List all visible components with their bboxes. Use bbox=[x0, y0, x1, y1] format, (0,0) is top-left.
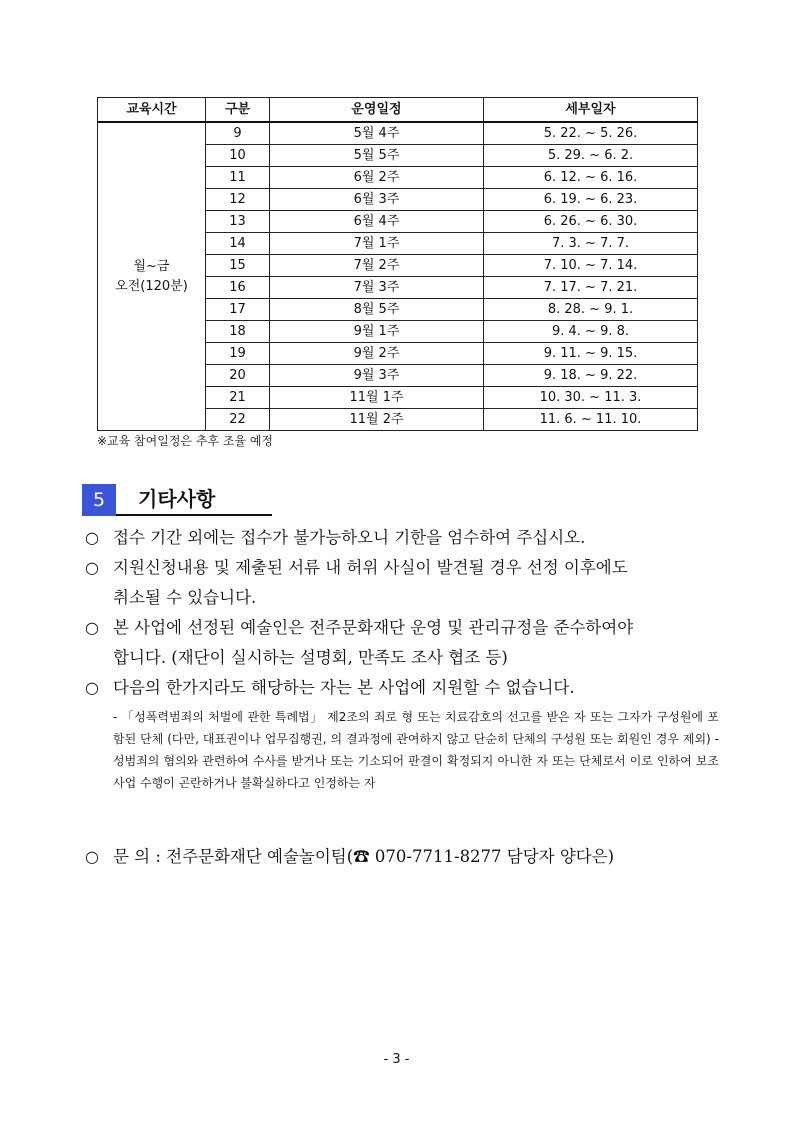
disqualification-detail bbox=[113, 706, 719, 794]
row-dates: 7. 10. ~ 7. 14. bbox=[484, 255, 698, 277]
time-days: 월~금 bbox=[133, 258, 170, 274]
row-number: 13 bbox=[206, 211, 270, 233]
row-number: 10 bbox=[206, 145, 270, 167]
row-week: 9월 1주 bbox=[270, 321, 484, 343]
section-title: 기타사항 bbox=[138, 487, 216, 511]
row-week: 7월 3주 bbox=[270, 277, 484, 299]
header-education-time: 교육시간 bbox=[98, 98, 206, 123]
row-number: 21 bbox=[206, 387, 270, 409]
row-week: 7월 2주 bbox=[270, 255, 484, 277]
row-number: 9 bbox=[206, 122, 270, 145]
bullet-icon: ○ bbox=[85, 528, 99, 547]
row-number: 19 bbox=[206, 343, 270, 365]
row-week: 7월 1주 bbox=[270, 233, 484, 255]
row-dates: 5. 29. ~ 6. 2. bbox=[484, 145, 698, 167]
row-dates: 8. 28. ~ 9. 1. bbox=[484, 299, 698, 321]
row-dates: 9. 11. ~ 9. 15. bbox=[484, 343, 698, 365]
row-number: 15 bbox=[206, 255, 270, 277]
schedule-table bbox=[97, 97, 698, 431]
notice-item-4 bbox=[85, 673, 575, 703]
education-time-cell bbox=[98, 122, 206, 431]
row-week: 11월 1주 bbox=[270, 387, 484, 409]
row-number: 20 bbox=[206, 365, 270, 387]
page-number: - 3 - bbox=[383, 1052, 410, 1067]
header-detail-dates: 세부일자 bbox=[484, 98, 698, 123]
notice-text: 다음의 한가지라도 해당하는 자는 본 사업에 지원할 수 없습니다. bbox=[113, 678, 575, 697]
detail-text: - 「성폭력범죄의 처벌에 관한 특례법」 제2조의 죄로 형 또는 치료감호의 선고를 받은 자 또는 그자가 구성원에 포함된 단체 (다만, 대표권이나 업무집행권, 의 결과정에 관여하지 않고 단순히 단체의 구성원 또는 회원인 경우 제외) - 성범죄의 혐의와 관련하여 수사를 받거나 또는 기소되어 판결이 확정되지 아니한 자 또는 단체로서 이로 인하여 보조사업 수행이 곤란하거나 불확실하다고 인정하는 자 bbox=[113, 710, 719, 790]
row-week: 9월 3주 bbox=[270, 365, 484, 387]
row-week: 6월 2주 bbox=[270, 167, 484, 189]
schedule-note: ※교육 참여일정은 추후 조율 예정 bbox=[97, 434, 274, 448]
notice-text: 접수 기간 외에는 접수가 불가능하오니 기한을 엄수하여 주십시오. bbox=[113, 528, 586, 547]
row-dates: 6. 19. ~ 6. 23. bbox=[484, 189, 698, 211]
row-dates: 5. 22. ~ 5. 26. bbox=[484, 122, 698, 145]
header-division: 구분 bbox=[206, 98, 270, 123]
section-number-badge: 5 bbox=[82, 484, 116, 516]
row-week: 5월 5주 bbox=[270, 145, 484, 167]
row-dates: 9. 18. ~ 9. 22. bbox=[484, 365, 698, 387]
row-number: 22 bbox=[206, 409, 270, 431]
notice-item-3-cont: 합니다. (재단이 실시하는 설명회, 만족도 조사 협조 등) bbox=[113, 648, 508, 667]
row-week: 5월 4주 bbox=[270, 122, 484, 145]
row-number: 12 bbox=[206, 189, 270, 211]
row-week: 11월 2주 bbox=[270, 409, 484, 431]
table-row bbox=[98, 122, 698, 145]
row-number: 14 bbox=[206, 233, 270, 255]
header-schedule: 운영일정 bbox=[270, 98, 484, 123]
notice-text: 본 사업에 선정된 예술인은 전주문화재단 운영 및 관리규정을 준수하여야 bbox=[113, 618, 634, 637]
row-dates: 6. 26. ~ 6. 30. bbox=[484, 211, 698, 233]
bullet-icon: ○ bbox=[85, 847, 99, 866]
notice-item-2-cont: 취소될 수 있습니다. bbox=[113, 588, 257, 607]
inquiry-item bbox=[85, 842, 614, 872]
row-number: 17 bbox=[206, 299, 270, 321]
inquiry-text: 문 의 : 전주문화재단 예술놀이팀(☎ 070-7711-8277 담당자 양다은) bbox=[113, 847, 615, 866]
row-number: 18 bbox=[206, 321, 270, 343]
bullet-icon: ○ bbox=[85, 558, 99, 577]
row-week: 9월 2주 bbox=[270, 343, 484, 365]
row-number: 16 bbox=[206, 277, 270, 299]
row-dates: 9. 4. ~ 9. 8. bbox=[484, 321, 698, 343]
row-dates: 7. 17. ~ 7. 21. bbox=[484, 277, 698, 299]
time-session: 오전(120분) bbox=[115, 278, 188, 294]
bullet-icon: ○ bbox=[85, 678, 99, 697]
bullet-icon: ○ bbox=[85, 618, 99, 637]
notice-item-3 bbox=[85, 613, 633, 643]
table-header-row bbox=[98, 98, 698, 123]
row-dates: 11. 6. ~ 11. 10. bbox=[484, 409, 698, 431]
row-dates: 10. 30. ~ 11. 3. bbox=[484, 387, 698, 409]
table-body bbox=[98, 122, 698, 431]
notice-text: 지원신청내용 및 제출된 서류 내 허위 사실이 발견될 경우 선정 이후에도 bbox=[113, 558, 628, 577]
row-week: 8월 5주 bbox=[270, 299, 484, 321]
section-heading bbox=[82, 484, 272, 516]
row-number: 11 bbox=[206, 167, 270, 189]
notice-item-1 bbox=[85, 523, 585, 553]
notice-item-2 bbox=[85, 553, 628, 583]
row-week: 6월 3주 bbox=[270, 189, 484, 211]
section-underline bbox=[116, 514, 272, 516]
row-dates: 7. 3. ~ 7. 7. bbox=[484, 233, 698, 255]
row-dates: 6. 12. ~ 6. 16. bbox=[484, 167, 698, 189]
row-week: 6월 4주 bbox=[270, 211, 484, 233]
